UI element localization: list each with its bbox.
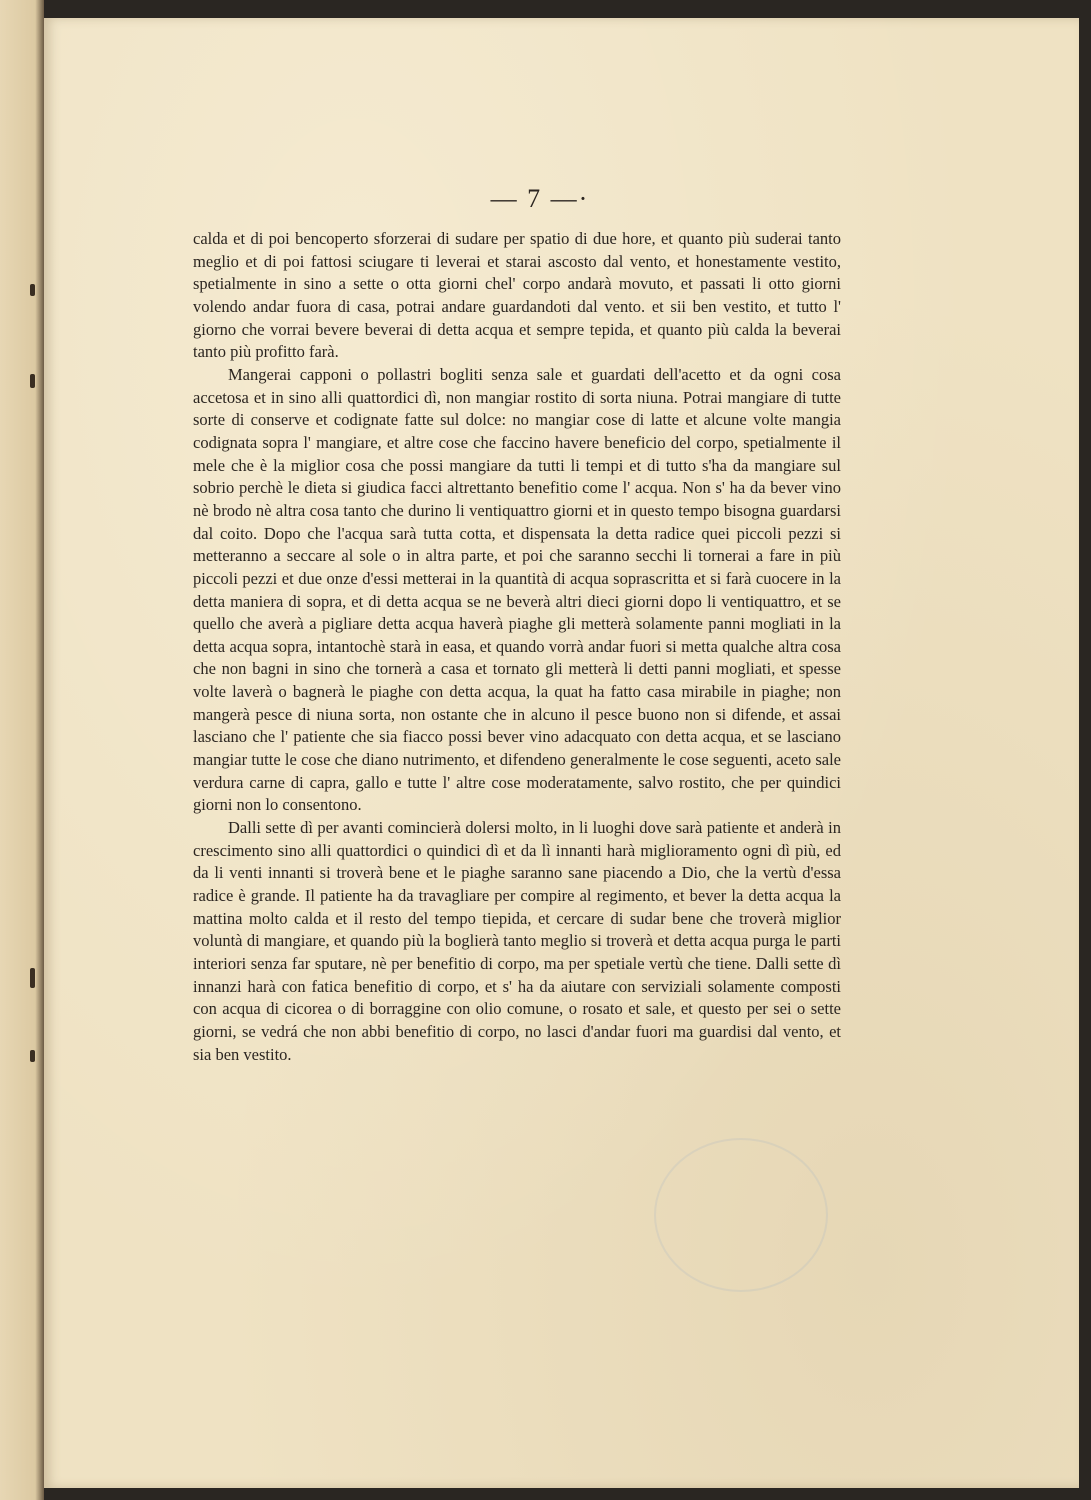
paragraph-1: calda et di poi bencoperto sforzerai di sudare per spatio di due hore, et quanto più suderai tanto meglio et di poi fattosi sciugare ti leverai et starai ascosto dal vento, et honestamente vestito, spetialmente in sino a sette o otta giorni chel' corpo andarà movuto, et passati li otto giorni volendo andar fuora di casa, potrai andare guardandoti dal vento. et sii ben vestito, et tutto l' giorno che vorrai bevere beverai di detta acqua et sempre tepida, et quanto più calda la beverai tanto più profitto farà. — [193, 229, 841, 362]
binding-mark-upper — [30, 374, 35, 388]
body-text — [193, 228, 841, 1066]
page-number: — 7 —· — [490, 184, 590, 213]
binding-mark-bottom — [30, 1050, 35, 1062]
binding-mark-top — [30, 284, 35, 296]
previous-page-edge — [0, 0, 44, 1500]
faded-stamp — [654, 1138, 828, 1292]
binding-mark-lower — [30, 968, 35, 988]
paragraph-2: Mangerai capponi o pollastri bogliti senza sale et guardati dell'acetto et da ogni cosa accetosa et in sino alli quattordici dì, non mangiar rostito di sorta niuna. Potrai mangiare di tutte sorte di conserve et codignate fatte sul dolce: no mangiar cose di latte et alcune volte mangia codignata sopra l' mangiare, et altre cose che faccino havere beneficio del corpo, spetialmente il mele che è la miglior cosa che possi mangiare da tutti li tempi et di tutto s'ha da mangiare sul sobrio perchè le dieta si giudica facci altrettanto benefitio come l' acqua. Non s' ha da bever vino nè brodo nè altra cosa tanto che durino li ventiquattro giorni et in questo tempo bisogna guardarsi dal coito. Dopo che l'acqua sarà tutta cotta, et dispensata la detta radice quei piccoli pezzi si metteranno a seccare al sole o in altra parte, et poi che saranno secchi li tornerai a fare in più piccoli pezzi et due onze d'essi metterai in la quantità di acqua soprascritta et si farà cuocere in la detta maniera di sopra, et di detta acqua se ne beverà altri dieci giorni dopo li ventiquattro, et se quello che averà a pigliare detta acqua haverà piaghe gli metterà solamente panni mogliati in la detta acqua sopra, intantochè starà in easa, et quando vorrà andar fuori si metta qualche altra cosa che non bagni in sino che tornerà a casa et tornato gli metterà li detti panni mogliati, et spesse volte laverà o bagnerà le piaghe con detta acqua, la quat ha fatto casa mirabile in piaghe; non mangerà pesce di niuna sorta, non ostante che in alcuno il pesce buono non si difende, et assai lasciano che l' patiente che sia fiacco possi bever vino adacquato con detta acqua, et se lasciano mangiar tutte le cose che diano nutrimento, et difendeno generalmente le cose seguenti, aceto sale verdura carne di capra, gallo e tutte l' altre cose moderatamente, salvo rostito, che per quindici giorni non lo consentono. — [193, 364, 841, 815]
paragraph-3: Dalli sette dì per avanti comincierà dolersi molto, in li luoghi dove sarà patiente et anderà in crescimento sino alli quattordici o quindici dì et da lì innanti harà miglioramento ogni dì più, ed da li venti innanti si troverà bene et le piaghe saranno sane piacendo a Dio, che la vertù d'essa radice è grande. Il patiente ha da travagliare per compire al regimento, et bever la detta acqua la mattina molto calda et il resto del tempo tiepida, et cercare di sudar bene che troverà miglior voluntà di mangiare, et quando più la boglierà tanto meglio si troverà et detta acqua purga le parti interiori senza far sputare, nè per benefitio di corpo, ma per spetiale vertù che tiene. Dalli sette dì innanzi harà con fatica benefitio di corpo, et s' ha da aiutare con serviziali solamente composti con acqua di cicorea o di borraggine con olio comune, o rosato et sale, et questo per sei o sette giorni, se vedrá che non abbi benefitio di corpo, no lasci d'andar fuori ma guardisi dal vento, et sia ben vestito. — [193, 818, 841, 1064]
